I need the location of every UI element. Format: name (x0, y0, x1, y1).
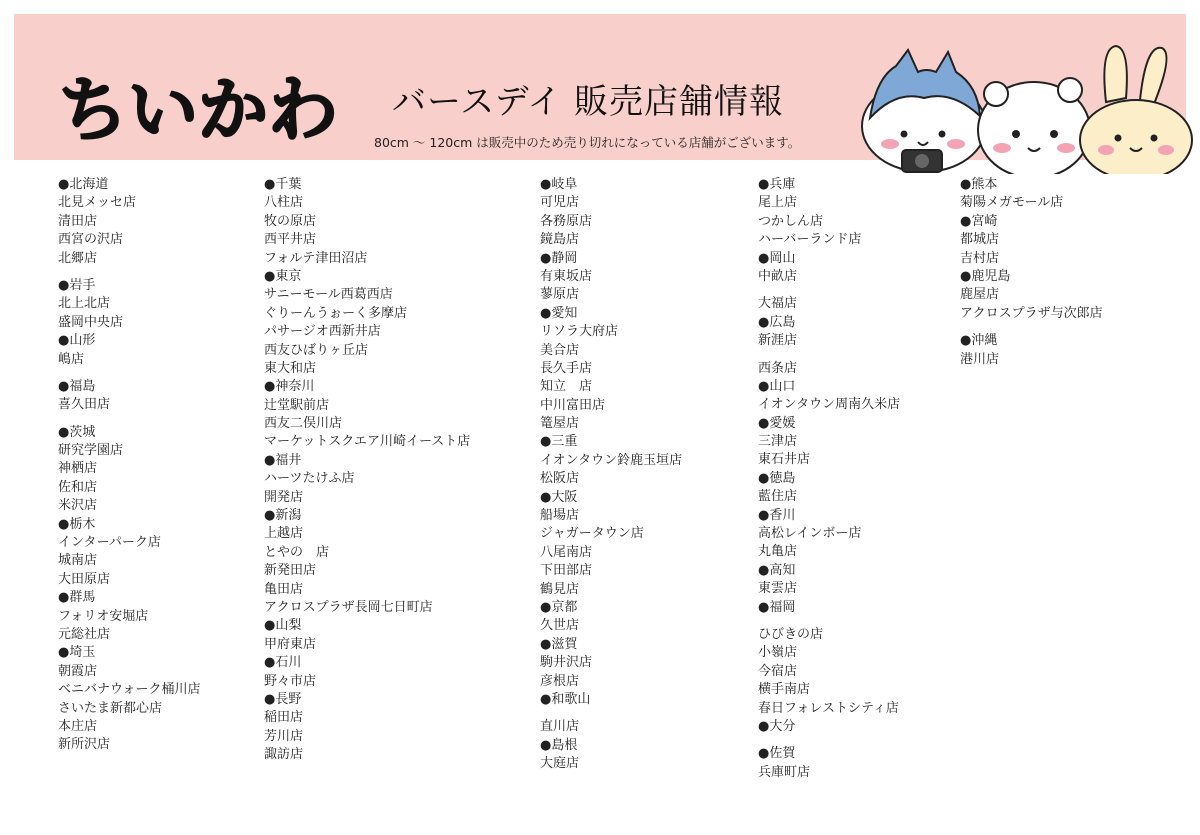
store-name: 芳川店 (264, 728, 304, 744)
prefecture-heading: ●千葉 (264, 177, 302, 192)
store-name: とやの 店 (264, 544, 330, 560)
store-name: 今宿店 (758, 663, 798, 679)
store-name: 西宮の沢店 (58, 232, 124, 248)
prefecture-heading: ●和歌山 (540, 691, 591, 707)
prefecture-heading: ●岩手 (58, 277, 96, 293)
store-name: パサージオ西新井店 (264, 324, 381, 340)
store-name: 牧の原店 (264, 213, 317, 229)
store-name: 八尾南店 (540, 544, 593, 560)
store-name: 本庄店 (58, 718, 98, 734)
hachiware-character (862, 50, 986, 172)
prefecture-heading: ●福井 (264, 452, 302, 468)
store-name: 東雲店 (758, 581, 798, 597)
store-name: 高松レインボー店 (758, 526, 862, 542)
store-name: 小嶺店 (758, 645, 798, 661)
header-banner (14, 14, 1186, 160)
store-name: 丸亀店 (758, 544, 798, 560)
prefecture-heading: ●高知 (758, 562, 796, 578)
prefecture-heading: ●新潟 (264, 508, 302, 524)
row-spacer (58, 268, 200, 277)
store-name: ひびきの店 (758, 626, 824, 642)
store-name: 菊陽メガモール店 (960, 195, 1064, 211)
prefecture-heading: ●山口 (758, 378, 796, 394)
row-spacer (758, 617, 900, 626)
store-name: 各務原店 (540, 213, 593, 229)
store-name: 盛岡中央店 (58, 314, 124, 330)
prefecture-heading: ●島根 (540, 737, 578, 753)
store-name: 美合店 (540, 342, 580, 358)
store-name: 彦根店 (540, 673, 580, 689)
prefecture-heading: ●香川 (758, 507, 796, 523)
store-name: 開発店 (264, 489, 304, 505)
store-name: 松阪店 (540, 471, 580, 487)
store-name: 篭屋店 (540, 416, 580, 432)
store-name: 藍住店 (758, 489, 798, 505)
store-column-4 (758, 176, 900, 782)
store-name: 西友二俣川店 (264, 416, 343, 432)
store-name: 研究学園店 (58, 443, 124, 459)
usagi-character (1080, 46, 1192, 174)
store-name: 港川店 (960, 351, 1000, 367)
store-name: 喜久田店 (58, 397, 111, 413)
store-name: ハーツたけふ店 (264, 471, 355, 487)
store-name: ハーバーランド店 (758, 232, 862, 248)
store-name: 船場店 (540, 508, 580, 524)
store-name: 元総社店 (58, 626, 111, 642)
prefecture-heading: ●鹿児島 (960, 268, 1011, 284)
prefecture-heading: ●兵庫 (758, 177, 796, 192)
prefecture-heading: ●大分 (758, 718, 796, 734)
store-name: さいたま新都心店 (58, 700, 163, 716)
store-name: 東石井店 (758, 452, 811, 468)
chiikawa-logo (54, 56, 354, 151)
store-name: 亀田店 (264, 581, 304, 597)
store-name: 西平井店 (264, 232, 317, 248)
prefecture-heading: ●福岡 (758, 599, 796, 615)
prefecture-heading: ●愛知 (540, 305, 578, 321)
store-name: 駒井沢店 (540, 655, 593, 671)
page-subtitle: 80cm ～ 120cm は販売中のため売り切れになっている店舗がございます。 (374, 135, 801, 150)
store-name: 西友ひばりヶ丘店 (264, 342, 369, 358)
store-name: 甲府東店 (264, 636, 317, 652)
prefecture-heading: ●三重 (540, 434, 578, 450)
store-name: イオンタウン周南久米店 (758, 397, 901, 413)
store-name: アクロスプラザ与次郎店 (960, 305, 1103, 321)
store-name: 有東坂店 (540, 268, 593, 284)
store-name: イオンタウン鈴鹿玉垣店 (540, 452, 683, 468)
prefecture-heading: ●岡山 (758, 250, 796, 266)
store-name: 知立 店 (540, 379, 593, 395)
row-spacer (758, 286, 900, 295)
store-name: 東大和店 (264, 360, 317, 376)
prefecture-heading: ●山形 (58, 333, 96, 349)
store-name: 米沢店 (58, 498, 98, 514)
store-column-3 (540, 176, 682, 774)
store-name: 朝霞店 (58, 663, 98, 679)
store-name: 新所沢店 (58, 737, 111, 753)
store-name: 下田部店 (540, 563, 593, 579)
store-name: ジャガータウン店 (540, 526, 644, 542)
prefecture-heading: ●茨城 (58, 424, 96, 440)
prefecture-heading: ●徳島 (758, 470, 796, 486)
store-name: 兵庫町店 (758, 764, 811, 780)
store-name: フォリオ安堀店 (58, 608, 149, 624)
prefecture-heading: ●群馬 (58, 590, 96, 606)
store-name: 可児店 (540, 195, 580, 211)
store-name: 嶋店 (58, 351, 85, 367)
prefecture-heading: ●神奈川 (264, 379, 315, 395)
store-name: 西条店 (758, 360, 798, 376)
row-spacer (540, 709, 682, 718)
store-column-5 (960, 176, 1103, 369)
store-name: 北郷店 (58, 250, 98, 266)
prefecture-heading: ●埼玉 (58, 645, 96, 661)
prefecture-heading: ●石川 (264, 655, 302, 671)
store-column-1 (58, 176, 200, 755)
store-name: 春日フォレストシティ店 (758, 700, 899, 716)
characters-illustration (856, 38, 1196, 174)
store-name: 直川店 (540, 719, 580, 735)
store-name: 城南店 (58, 553, 98, 569)
store-name: 中川富田店 (540, 397, 606, 413)
store-name: 横手南店 (758, 682, 811, 698)
store-name: 北上北店 (58, 296, 111, 312)
prefecture-heading: ●北海道 (58, 177, 109, 192)
prefecture-heading: ●滋賀 (540, 636, 578, 652)
store-name: リソラ大府店 (540, 324, 619, 340)
prefecture-heading: ●東京 (264, 268, 302, 284)
prefecture-heading: ●静岡 (540, 250, 578, 266)
store-name: サニーモール西葛西店 (264, 287, 393, 303)
store-name: 佐和店 (58, 479, 98, 495)
prefecture-heading: ●山梨 (264, 618, 302, 634)
store-name: 大田原店 (58, 571, 111, 587)
prefecture-heading: ●沖縄 (960, 333, 998, 349)
store-name: 上越店 (264, 526, 304, 542)
row-spacer (758, 736, 900, 745)
prefecture-heading: ●佐賀 (758, 746, 796, 762)
store-name: 大福店 (758, 296, 798, 312)
store-name: 尾上店 (758, 195, 798, 211)
store-name: 八柱店 (264, 195, 304, 211)
store-name: 新涯店 (758, 333, 798, 349)
store-name: 清田店 (58, 213, 98, 229)
row-spacer (58, 369, 200, 378)
store-name: 諏訪店 (264, 747, 304, 763)
store-name: 鹿屋店 (960, 287, 1000, 303)
store-name: 久世店 (540, 618, 580, 634)
prefecture-heading: ●広島 (758, 314, 796, 330)
row-spacer (58, 415, 200, 424)
store-name: 稲田店 (264, 710, 304, 726)
prefecture-heading: ●長野 (264, 691, 302, 707)
store-name: マーケットスクエア川崎イースト店 (264, 434, 471, 450)
store-column-2 (264, 176, 470, 765)
store-name: 吉村店 (960, 250, 1000, 266)
row-spacer (758, 351, 900, 360)
store-name: フォルテ津田沼店 (264, 250, 368, 266)
store-name: 三津店 (758, 434, 798, 450)
store-name: アクロスプラザ長岡七日町店 (264, 599, 433, 615)
prefecture-heading: ●熊本 (960, 177, 998, 192)
store-name: 野々市店 (264, 673, 317, 689)
store-name: インターパーク店 (58, 535, 161, 551)
store-name: 鏡島店 (540, 232, 580, 248)
prefecture-heading: ●京都 (540, 599, 578, 615)
prefecture-heading: ●宮崎 (960, 213, 998, 229)
prefecture-heading: ●栃木 (58, 516, 96, 532)
store-name: 中畝店 (758, 268, 798, 284)
logo-text: ちいかわ (58, 69, 338, 151)
store-name: 新発田店 (264, 563, 317, 579)
store-name: 蓼原店 (540, 287, 580, 303)
prefecture-heading: ●大阪 (540, 489, 578, 505)
store-name: 神栖店 (58, 461, 98, 477)
store-name: 大庭店 (540, 756, 580, 772)
prefecture-heading: ●福島 (58, 378, 96, 394)
store-name: 辻堂駅前店 (264, 397, 330, 413)
store-name: 長久手店 (540, 360, 593, 376)
row-spacer (960, 323, 1103, 332)
prefecture-heading: ●愛媛 (758, 415, 796, 431)
prefecture-heading: ●岐阜 (540, 177, 578, 192)
store-name: ぐりーんうぉーく多摩店 (264, 305, 408, 321)
store-name: ベニバナウォーク桶川店 (58, 682, 201, 698)
store-name: 北見メッセ店 (58, 195, 137, 211)
page-title: バースデイ 販売店舗情報 (392, 82, 785, 122)
chiikawa-character (978, 78, 1090, 174)
store-name: つかしん店 (758, 213, 824, 229)
store-name: 鶴見店 (540, 581, 580, 597)
store-name: 都城店 (960, 232, 1000, 248)
